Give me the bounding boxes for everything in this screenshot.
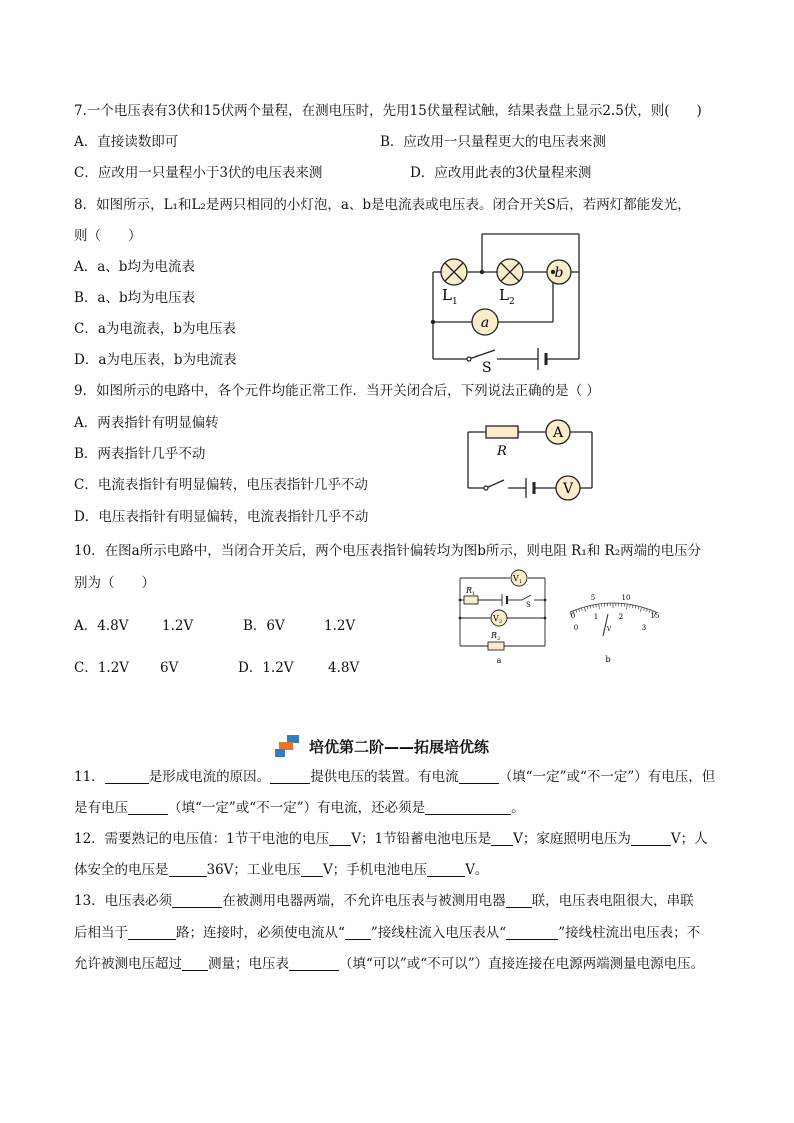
dial-tick: [587, 606, 588, 609]
q11-text: 是形成电流的原因。: [148, 769, 271, 785]
q11-text: 是有电压: [74, 800, 128, 816]
v2-label: V: [493, 614, 499, 623]
q12-blank-6[interactable]: [427, 862, 465, 877]
q13-text: 路；连接时，必须使电流从“: [176, 925, 345, 941]
q13-blank-4[interactable]: [345, 925, 371, 940]
v1-label: V: [513, 574, 519, 583]
q10-option-b-value2: 1.2V: [324, 618, 356, 634]
dial-tick: [593, 605, 594, 608]
q7-stem: 7.一个电压表有3伏和15伏两个量程，在测电压时，先用15伏量程试触，结果表盘上显示2.5伏，则( ): [74, 103, 702, 119]
q10-option-c-value1: C．1.2V: [74, 660, 130, 676]
scale-outer-5: 5: [590, 594, 596, 602]
q12-blank-4[interactable]: [169, 862, 207, 877]
q9-circuit-diagram: [460, 414, 600, 502]
q13-blank-3[interactable]: [128, 925, 176, 940]
resistor-icon: [486, 426, 518, 438]
q8-option-d: D．a为电压表，b为电流表: [74, 352, 237, 368]
section-header: [275, 734, 535, 758]
q11-blank-2[interactable]: [270, 769, 310, 784]
dial-tick: [646, 609, 647, 612]
q11-blank-4[interactable]: [128, 800, 168, 815]
q8-stem: 8．如图所示，L₁和L₂是两只相同的小灯泡，a、b是电流表或电压表。闭合开关S后，若两灯都能发光，: [74, 197, 691, 213]
dial-tick: [632, 605, 633, 608]
q7-option-c: C．应改用一只量程小于3伏的电压表来测: [74, 165, 323, 181]
q8-option-a: A．a、b均为电流表: [74, 259, 195, 275]
q10-figure-b-meter-dial: [558, 586, 668, 666]
q11-text: 11．: [74, 769, 105, 785]
q8-circuit-diagram: [425, 226, 590, 374]
lamp-l1-label: L: [442, 286, 452, 304]
battery-icon: [538, 348, 546, 370]
q12-blank-5[interactable]: [301, 862, 323, 877]
scale-inner-2: 2: [618, 613, 624, 621]
r1-sub: 1: [472, 591, 476, 597]
dial-tick: [576, 610, 577, 613]
resistor-r2-icon: [488, 642, 504, 650]
lamp-l2-label: L: [499, 286, 509, 304]
scale-inner-3: 3: [641, 624, 647, 632]
q9-option-c: C．电流表指针有明显偏转，电压表指针几乎不动: [74, 477, 368, 493]
scale-inner-1: 1: [593, 613, 599, 621]
q11-blank-5[interactable]: [425, 800, 511, 815]
q12-line2: [74, 861, 488, 879]
dial-unit: V: [606, 626, 612, 633]
lamp-l1-sub: 1: [452, 297, 458, 307]
q11-line2: [74, 799, 525, 817]
q9-option-a: A．两表指针有明显偏转: [74, 415, 219, 431]
dial-tick: [599, 604, 600, 609]
q13-blank-6[interactable]: [182, 956, 208, 971]
q8-option-c: C．a为电流表，b为电压表: [74, 321, 237, 337]
q13-text: 联，电压表电阻很大，串联: [531, 893, 694, 909]
q8-option-b: B．a、b均为电压表: [74, 290, 196, 306]
section-title: 培优第二阶——拓展培优练: [309, 738, 490, 756]
q10-option-a-value2: 1.2V: [162, 618, 194, 634]
q10-figure-a-circuit: [452, 566, 552, 666]
dial-tick: [590, 606, 591, 609]
q13-blank-2[interactable]: [506, 893, 532, 908]
lamp-l2-icon: [497, 259, 523, 285]
q12-text: V；人: [670, 831, 708, 847]
q13-text: 在被测用电器两端，不允许电压表与被测用电器: [222, 893, 506, 909]
q8-stem-cont: 则（ ）: [74, 228, 142, 244]
q12-text: V；手机电池电压: [322, 862, 428, 878]
q12-text: 36V；工业电压: [206, 862, 301, 878]
switch-s-label: S: [482, 360, 492, 374]
v2-sub: 2: [499, 619, 503, 625]
q12-blank-3[interactable]: [631, 831, 671, 846]
q11-blank-1[interactable]: [105, 769, 149, 784]
r1-label: R: [466, 586, 473, 595]
q13-text: ”接线柱流入电压表从“: [370, 925, 507, 941]
q13-text: 允许被测电压超过: [74, 956, 182, 972]
q13-line1: [74, 892, 694, 910]
q13-text: 测量；电压表: [208, 956, 289, 972]
q13-text: ”接线柱流出电压表；不: [558, 925, 701, 941]
q13-blank-5[interactable]: [506, 925, 558, 940]
r2-label: R: [491, 631, 498, 640]
dial-tick: [581, 608, 582, 611]
meter-b-label: b: [554, 265, 564, 281]
ammeter-label: A: [552, 425, 564, 441]
dial-tick: [638, 606, 639, 609]
q11-blank-3[interactable]: [459, 769, 499, 784]
q12-text: 体安全的电压是: [74, 862, 169, 878]
q7-option-d: D．应改用此表的3伏量程来测: [410, 165, 592, 181]
q11-text: 提供电压的装置。有电流: [310, 769, 459, 785]
q9-stem: 9．如图所示的电路中，各个元件均能正常工作．当开关闭合后，下列说法正确的是（ ）: [74, 383, 600, 399]
q10-option-d-value1: D．1.2V: [238, 660, 294, 676]
scale-inner-0: 0: [573, 624, 579, 632]
q13-line3: [74, 955, 704, 973]
battery-icon: [502, 594, 507, 606]
resistor-label: R: [497, 444, 507, 459]
q12-blank-1[interactable]: [329, 831, 351, 846]
scale-outer-15: 15: [650, 612, 660, 620]
q12-text: 12．需要熟记的电压值：1节干电池的电压: [74, 831, 330, 847]
q13-text: 后相当于: [74, 925, 128, 941]
q11-text: 。: [511, 800, 525, 816]
v1-sub: 1: [519, 579, 523, 585]
dial-tick: [635, 606, 636, 609]
figure-a-caption: a: [496, 656, 502, 665]
figure-b-caption: b: [605, 655, 611, 664]
q11-line1: [74, 768, 715, 786]
q11-text: （填“一定”或“不一定”）有电流，还必须是: [168, 800, 426, 816]
scale-outer-0: 0: [570, 612, 576, 620]
q10-option-a-value1: A．4.8V: [74, 618, 129, 634]
q10-stem: 10．在图a所示电路中，当闭合开关后，两个电压表指针偏转均为图b所示，则电阻 R₁和 R₂两端的电压分: [74, 543, 702, 559]
voltmeter-label: V: [562, 481, 574, 497]
q9-option-d: D．电压表指针有明显偏转，电流表指针几乎不动: [74, 509, 369, 525]
switch-label: S: [526, 601, 531, 609]
q12-text: V；家庭照明电压为: [513, 831, 631, 847]
dial-tick: [579, 609, 580, 612]
lamp-l1-icon: [441, 259, 467, 285]
q7-option-b: B．应改用一只量程更大的电压表来测: [380, 134, 606, 150]
dial-tick: [640, 607, 641, 612]
q11-text: （填“一定”或“不一定”）有电压，但: [498, 769, 716, 785]
q9-option-b: B．两表指针几乎不动: [74, 446, 206, 462]
meter-a-label: a: [480, 315, 490, 331]
battery-icon: [526, 478, 534, 498]
q10-option-b-value1: B．6V: [243, 618, 285, 634]
dial-tick: [627, 604, 628, 609]
q12-blank-2[interactable]: [491, 831, 513, 846]
q12-text: V。: [465, 862, 489, 878]
q10-option-c-value2: 6V: [160, 660, 179, 676]
q10-stem-cont: 别为（ ）: [74, 575, 155, 591]
q13-text: （填“可以”或“不可以”）直接连接在电源两端测量电源电压。: [339, 956, 705, 972]
q12-line1: [74, 830, 708, 848]
q13-blank-1[interactable]: [172, 893, 222, 908]
r2-sub: 2: [497, 636, 501, 642]
section-logo-icon: [275, 734, 305, 758]
q7-option-a: A．直接读数即可: [74, 134, 179, 150]
q10-option-d-value2: 4.8V: [328, 660, 360, 676]
scale-outer-10: 10: [621, 594, 631, 602]
dial-tick: [584, 607, 585, 612]
dial-tick: [644, 608, 645, 611]
q13-line2: [74, 924, 700, 942]
q12-text: V；1节铅蓄电池电压是: [351, 831, 492, 847]
lamp-l2-sub: 2: [509, 297, 515, 307]
resistor-r1-icon: [464, 596, 478, 604]
q13-blank-7[interactable]: [289, 956, 339, 971]
q13-text: 13．电压表必须: [74, 893, 173, 909]
